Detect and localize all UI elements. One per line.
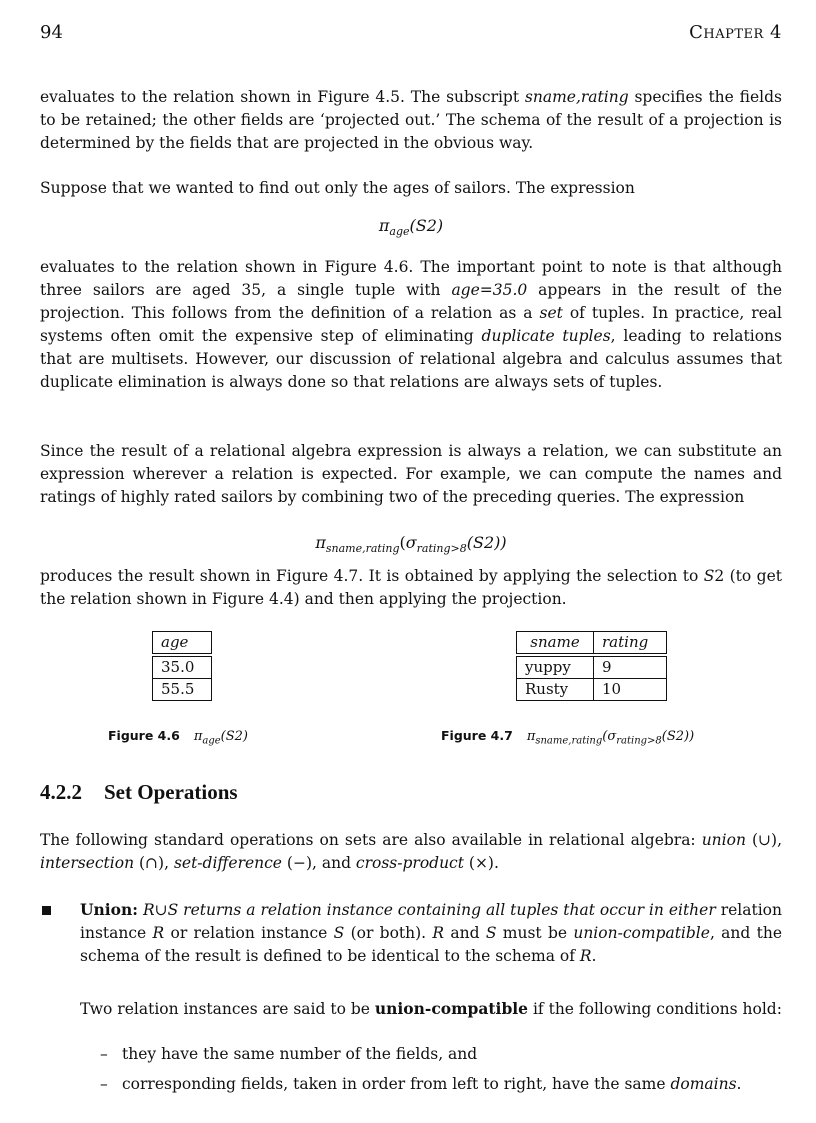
condition-list-item: – corresponding fields, taken in order from left to right, have the same domains.	[100, 1075, 742, 1093]
paragraph-result-fig47: produces the result shown in Figure 4.7. It is obtained by applying the selection to S2 (to get the relation shown in Figure 4.4) and then applying the projection.	[40, 567, 782, 608]
union-definition: Union: R∪S returns a relation instance containing all tuples that occur in either relation instance R or relation instance S (or both). R and S must be union-compatible, and the schema of the result is defined to be identical to the schema of R.	[80, 900, 783, 965]
figure-4-7-caption: Figure 4.7 $\pi_{sname,rating}(\sigma_{rating>8}(S2))$	[441, 728, 695, 747]
table-row	[153, 657, 212, 679]
table-header-row	[153, 632, 212, 654]
equation-project-age: $\pi_{age}(S2)$	[378, 216, 444, 239]
paragraph-projection-intro: evaluates to the relation shown in Figure 4.5. The subscript sname,rating specifies the fields to be retained; the other fields are ‘projected out.’ The schema of the result of a projection is determined by the fields that are projected in the obvious way.	[40, 88, 782, 152]
table-cell: 35.0	[153, 657, 212, 679]
table-cell: Rusty	[517, 679, 594, 701]
union-compatible-definition: Two relation instances are said to be union-compatible if the following conditions hold:	[80, 999, 782, 1018]
condition-list-item: – they have the same number of the fields, and	[100, 1045, 478, 1063]
table-cell: 55.5	[153, 679, 212, 701]
column-header-rating: rating	[594, 632, 667, 654]
table-row	[517, 679, 667, 701]
equation-project-select: $\pi_{sname,rating}(\sigma_{rating>8}(S2))$	[315, 533, 507, 556]
chapter-label: Chapter 4	[689, 22, 782, 43]
table-row	[153, 679, 212, 701]
paragraph-set-ops-intro: The following standard operations on sets are also available in relational algebra: union (∪), intersection (∩), set-difference (−), and cross-product (×).	[40, 831, 782, 872]
paragraph-ages-query: Suppose that we wanted to find out only the ages of sailors. The expression	[40, 179, 635, 197]
column-header-age: age	[153, 632, 212, 654]
section-title: Set Operations	[104, 780, 238, 804]
table-cell: 10	[594, 679, 667, 701]
table-cell: 9	[594, 657, 667, 679]
running-header	[40, 22, 782, 48]
table-cell: yuppy	[517, 657, 594, 679]
page-number: 94	[40, 22, 63, 43]
section-number: 4.2.2	[40, 780, 82, 804]
bullet-square-icon	[42, 906, 51, 915]
paragraph-duplicates: evaluates to the relation shown in Figure 4.6. The important point to note is that although three sailors are aged 35, a single tuple with age=35.0 appears in the result of the projection. This follows from the definition of a relation as a set of tuples. In practice, real systems often omit the expensive step of eliminating duplicate tuples, leading to relations that are multisets. However, our discussion of relational algebra and calculus assumes that duplicate elimination is always done so that relations are always sets of tuples.	[40, 258, 782, 391]
table-row	[517, 657, 667, 679]
figure-4-6-table	[152, 631, 212, 701]
paragraph-composition: Since the result of a relational algebra expression is always a relation, we can substitute an expression wherever a relation is expected. For example, we can compute the names and ratings of highly rated sailors by combining two of the preceding queries. The expression	[40, 442, 782, 506]
table-header-row	[517, 632, 667, 654]
figure-4-7-table	[516, 631, 667, 701]
column-header-sname: sname	[517, 632, 594, 654]
section-heading	[40, 780, 238, 805]
figure-4-6-caption: Figure 4.6 $\pi_{age}(S2)$	[108, 728, 248, 747]
